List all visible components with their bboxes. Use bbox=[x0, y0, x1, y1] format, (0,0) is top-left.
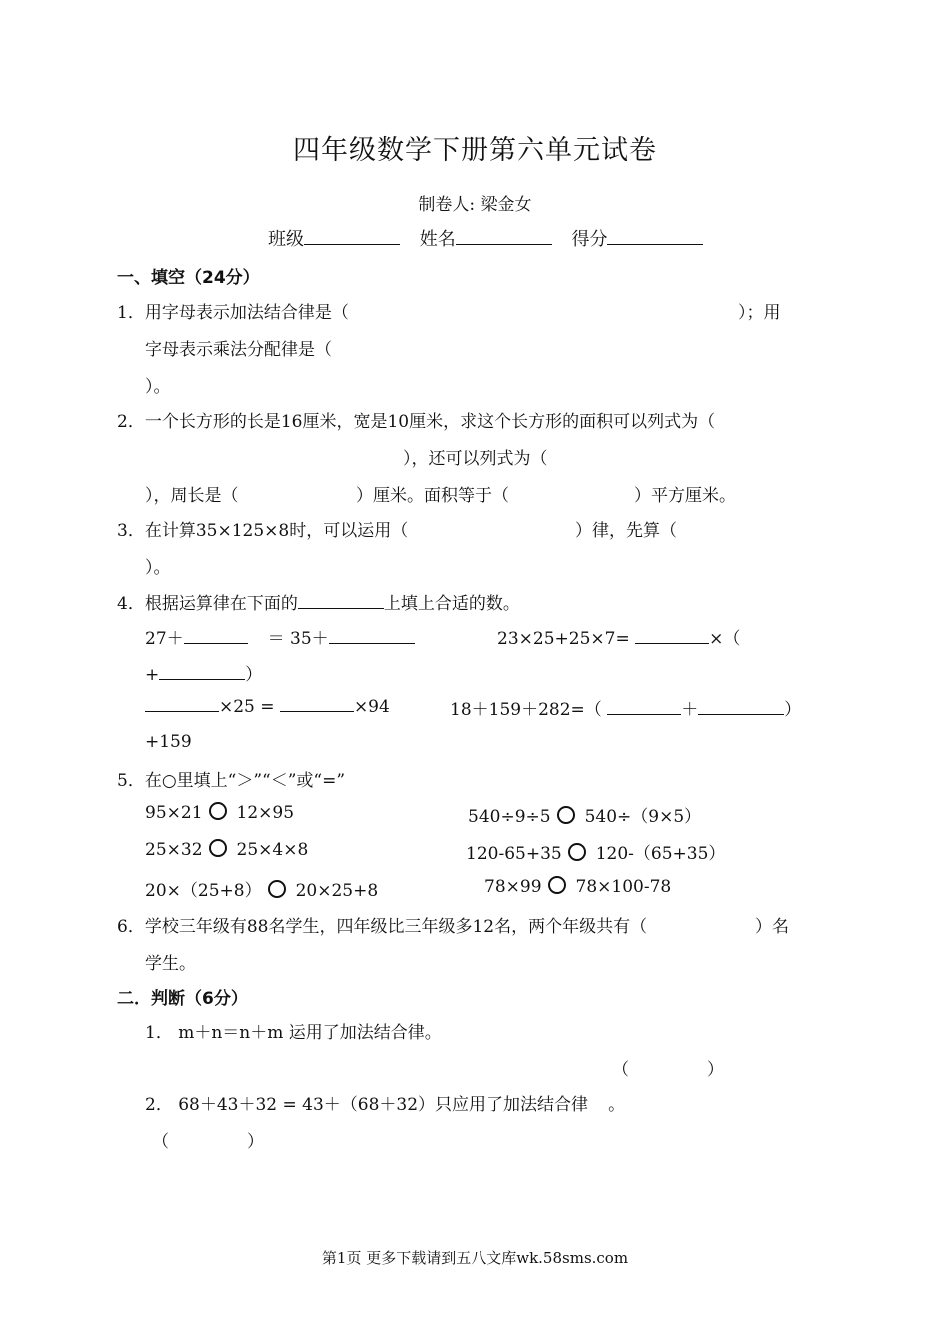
q3-line2: ）。 bbox=[145, 558, 171, 578]
q4-r3-c: 18＋159＋282=（ bbox=[450, 700, 602, 720]
class-label: 班级 bbox=[268, 229, 304, 250]
q4-blank[interactable] bbox=[329, 627, 415, 644]
paren-close: ） bbox=[247, 1132, 264, 1152]
q5-expr: 95×21 bbox=[145, 803, 203, 823]
q4-row3-left bbox=[145, 695, 390, 717]
q5-expr: 78×99 bbox=[484, 877, 542, 897]
q4-blank[interactable] bbox=[635, 627, 709, 644]
compare-circle[interactable] bbox=[557, 806, 575, 824]
q5-expr: 25×32 bbox=[145, 840, 203, 860]
q1-line1-start: 1．用字母表示加法结合律是（ bbox=[117, 303, 349, 323]
q4-blank[interactable] bbox=[184, 627, 248, 644]
q6-line1-start: 6．学校三年级有88名学生，四年级比三年级多12名，两个年级共有（ bbox=[117, 917, 648, 937]
q4-r3-e: ） bbox=[784, 700, 802, 720]
q5-row-b-left bbox=[145, 839, 308, 860]
q5-expr: 25×4×8 bbox=[236, 840, 309, 860]
q1-line2: 字母表示乘法分配律是（ bbox=[145, 340, 332, 360]
q4-r3-d: ＋ bbox=[681, 700, 699, 720]
judge2-answer[interactable] bbox=[152, 1127, 264, 1152]
q5-expr: 540÷（9×5） bbox=[584, 807, 702, 827]
q4-row4: +159 bbox=[145, 732, 192, 752]
q1-line3: ）。 bbox=[145, 377, 171, 397]
q4-blank[interactable] bbox=[145, 695, 219, 712]
q4-row2 bbox=[145, 660, 262, 685]
q4-row3-right bbox=[450, 695, 801, 720]
q4-r1-b: ＝ 35＋ bbox=[267, 629, 329, 649]
paren-open: （ bbox=[612, 1060, 629, 1080]
q4-r1-d: ×（ bbox=[709, 629, 741, 649]
judge2-text bbox=[145, 1090, 625, 1115]
q6-line2: 学生。 bbox=[145, 954, 196, 974]
section1-heading: 一、填空（24分） bbox=[117, 268, 260, 288]
compare-circle[interactable] bbox=[209, 802, 227, 820]
page-title: 四年级数学下册第六单元试卷 bbox=[293, 135, 657, 166]
q4-line1 bbox=[117, 589, 520, 614]
q2-line3-b: ）厘米。面积等于（ bbox=[356, 486, 509, 506]
q1-line1-end: ）；用 bbox=[738, 303, 781, 323]
q5-expr: 12×95 bbox=[236, 803, 295, 823]
q4-row1-left bbox=[145, 624, 415, 649]
q5-row-c-left bbox=[145, 876, 378, 901]
score-label: 得分 bbox=[571, 229, 608, 250]
paren-open: （ bbox=[152, 1132, 169, 1152]
q3-line1-end: ）律，先算（ bbox=[575, 521, 677, 541]
judge2-statement: 2． 68＋43＋32 = 43＋（68＋32）只应用了加法结合律 bbox=[145, 1095, 589, 1115]
q4-r3-b: ×94 bbox=[353, 697, 390, 717]
q2-line1: 2．一个长方形的长是16厘米，宽是10厘米，求这个长方形的面积可以列式为（ bbox=[117, 412, 716, 432]
q5-expr: 540÷9÷5 bbox=[468, 807, 551, 827]
q5-row-a-right bbox=[468, 802, 701, 827]
q4-blank-sample bbox=[298, 592, 384, 609]
q3-line1-start: 3．在计算35×125×8时，可以运用（ bbox=[117, 521, 409, 541]
section2-heading: 二．判断（6分） bbox=[117, 989, 248, 1009]
q5-expr: 20×25+8 bbox=[295, 881, 379, 901]
q4-blank[interactable] bbox=[607, 698, 681, 715]
name-blank[interactable] bbox=[456, 227, 552, 245]
compare-circle[interactable] bbox=[548, 876, 566, 894]
judge1-text: 1． m＋n＝n＋m 运用了加法结合律。 bbox=[145, 1023, 442, 1043]
q2-line3-a: ），周长是（ bbox=[145, 486, 239, 506]
q5-expr: 120-（65+35） bbox=[595, 844, 726, 864]
q5-line1: 5．在○里填上“＞”“＜”或“=” bbox=[117, 771, 346, 791]
q4-r2-b: ） bbox=[245, 665, 263, 685]
q4-blank[interactable] bbox=[280, 695, 354, 712]
q4-blank[interactable] bbox=[159, 663, 245, 680]
q4-row1-right bbox=[497, 624, 740, 649]
q4-text-a: 4．根据运算律在下面的 bbox=[117, 594, 298, 614]
compare-circle[interactable] bbox=[209, 839, 227, 857]
q4-text-b: 上填上合适的数。 bbox=[383, 594, 520, 614]
q4-r2-a: + bbox=[145, 665, 160, 685]
q2-line3-c: ）平方厘米。 bbox=[634, 486, 736, 506]
name-label: 姓名 bbox=[419, 229, 456, 250]
class-blank[interactable] bbox=[304, 227, 400, 245]
q5-row-c-right bbox=[484, 876, 671, 897]
q4-r1-c: 23×25+25×7= bbox=[497, 629, 630, 649]
q6-line1-end: ）名 bbox=[755, 917, 789, 937]
q2-line2: ），还可以列式为（ bbox=[403, 449, 548, 469]
q4-blank[interactable] bbox=[698, 698, 784, 715]
q4-r3-a: ×25 = bbox=[219, 697, 275, 717]
paren-close: ） bbox=[707, 1060, 724, 1080]
compare-circle[interactable] bbox=[268, 880, 286, 898]
judge2-period: 。 bbox=[608, 1095, 626, 1115]
student-info bbox=[268, 225, 703, 251]
compare-circle[interactable] bbox=[568, 843, 586, 861]
q5-row-a-left bbox=[145, 802, 294, 823]
score-blank[interactable] bbox=[607, 227, 703, 245]
judge1-answer[interactable] bbox=[612, 1055, 724, 1080]
q5-expr: 120-65+35 bbox=[466, 844, 562, 864]
q5-expr: 20×（25+8） bbox=[145, 881, 262, 901]
q4-r1-a: 27＋ bbox=[145, 629, 184, 649]
page-footer: 第1页 更多下载请到五八文库wk.58sms.com bbox=[321, 1249, 629, 1267]
author-line: 制卷人: 梁金女 bbox=[418, 195, 532, 215]
q5-row-b-right bbox=[466, 839, 725, 864]
q5-expr: 78×100-78 bbox=[575, 877, 672, 897]
